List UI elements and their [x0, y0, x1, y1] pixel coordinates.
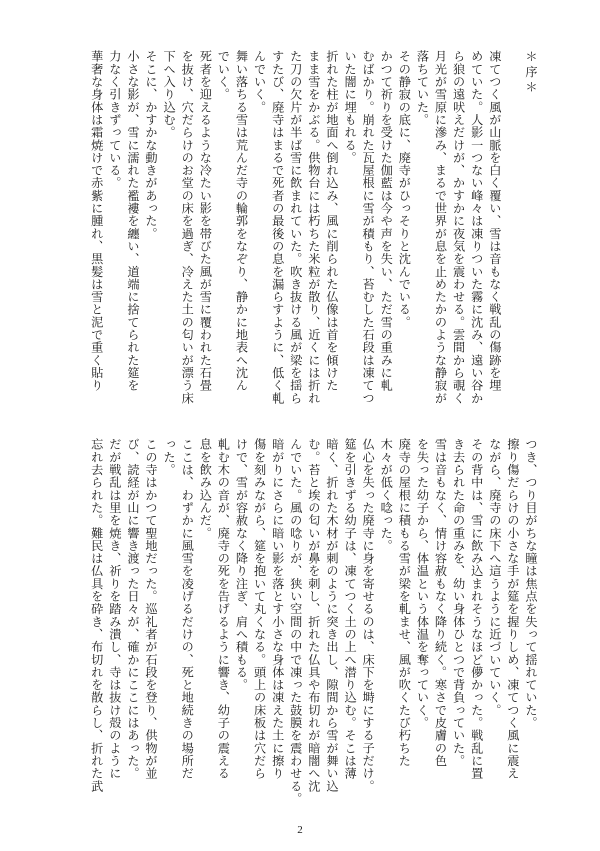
text-line: 筵を引きずる幼子は、凍てつく土の上へ潜り込む。そこは薄	[343, 438, 358, 780]
text-line: を抜け、穴だらけのお堂の床を過ぎ、冷えた土の匂いが漂う床	[180, 50, 195, 405]
text-line: 華奢な身体は霜焼けで赤紫に腫れ、黒髪は雪と泥で重く貼り	[89, 50, 104, 392]
text-line: 暗く、折れた木材が刺のように突き出し、隙間から雪が舞い込	[324, 438, 339, 793]
text-line: 木々が低く唸った。	[379, 438, 394, 552]
text-line: んでいく。	[252, 50, 267, 114]
text-line: 舞い落ちる雪は荒んだ寺の輪郭をなぞり、静かに地表へ沈ん	[234, 50, 249, 392]
text-line: ら狼の遠吠えだけが、かすかに夜気を震わせる。雲間から覗く	[451, 50, 466, 405]
chapter-title: ＊序＊	[524, 50, 538, 96]
text-line: った。	[162, 438, 177, 476]
text-line: ここは、わずかに風雪を凌げるだけの、死と地続きの場所だ	[180, 438, 195, 780]
text-line: その背中は、雪に飲み込まれそうなほど儚かった。戦乱に置	[469, 438, 484, 780]
lower-text-block	[70, 438, 540, 823]
text-line: だが戦乱は里を焼き、祈りを踏み潰し、寺は抜け殻のように	[107, 438, 122, 780]
text-line: めていた。人影一つない峰々は凍りついた霧に沈み、遠い谷か	[469, 50, 484, 405]
text-line: すたび、廃寺はまるで死者の最後の息を漏らすように、低く軋	[270, 50, 285, 405]
text-line: 小さな影が、雪に濡れた襤褸を纏い、道端に捨てられた筵を	[125, 50, 140, 392]
text-line: 凍てつく風が山脈を白く覆い、雪は音もなく戦乱の傷跡を埋	[487, 50, 502, 392]
text-line: けで、雪が容赦なく降り注ぎ、肩へ積もる。	[234, 438, 249, 691]
text-line: その静寂の底に、廃寺がひっそりと沈んでいる。	[397, 50, 412, 329]
text-line: む。苔と埃の匂いが鼻を刺し、折れた仏具や布切れが暗闇へ沈	[306, 438, 321, 793]
text-line: 仏心を失った廃寺に身を寄せるのは、床下を塒にする子だけ。	[361, 438, 376, 793]
text-line: 廃寺の屋根に積もる雪が梁を軋ませ、風が吹くたび朽ちた	[397, 438, 412, 767]
text-line: 落ちていた。	[415, 50, 430, 126]
text-line: 力なく引きずっている。	[107, 50, 122, 190]
blank-column	[504, 50, 522, 422]
text-line: 軋む木の音が、廃寺の死を告げるように響き、幼子の震える	[216, 438, 231, 780]
text-line: 死者を迎えるような冷たい影を帯びた風が雪に覆われた石畳	[198, 50, 213, 392]
text-line: た刀の欠片が半ば雪に飲まれていた。吹き抜ける風が梁を揺ら	[288, 50, 303, 405]
text-line: 下へ入り込む。	[162, 50, 177, 139]
text-line: そこに、かすかな動きがあった。	[144, 50, 159, 240]
text-line: この寺はかつて聖地だった。巡礼者が石段を登り、供物が並	[144, 438, 159, 780]
text-line: 月光が雪原に滲み、まるで世界が息を止めたかのような静寂が	[433, 50, 448, 405]
text-line: かつて祈りを受けた伽藍は今や声を失い、ただ雪の重みに軋	[379, 50, 394, 392]
text-line: でいく。	[216, 50, 231, 101]
text-line: ながら、廃寺の床下へ這うように近づいていく。	[487, 438, 502, 717]
text-line: 息を飲み込んだ。	[198, 438, 213, 540]
text-line: 暗がりにさらに暗い影を落とす小さな身体は凍えた土に擦り	[270, 438, 285, 780]
text-line: び、読経が山に響き渡った日々が、確かにここにはあった。	[125, 438, 140, 780]
text-line: まま雪をかぶる。供物台には朽ちた米粒が散り、近くには折れ	[306, 50, 321, 405]
text-line: いた闇に埋もれる。	[343, 50, 358, 164]
text-line: を失った幼子から、体温という体温を奪っていく。	[415, 438, 430, 729]
text-line: 忘れ去られた。難民は仏具を砕き、布切れを散らし、折れた武	[89, 438, 104, 793]
upper-text-block	[70, 50, 540, 422]
text-line: 傷を刻みながら、筵を抱いて丸くなる。頭上の床板は穴だら	[252, 438, 267, 780]
text-line: き去られた命の重みを、幼い身体ひとつで背負っていた。	[451, 438, 466, 767]
text-line: つき、つり目がちな瞳は焦点を失って揺れていた。	[524, 438, 538, 729]
text-line: むばかり。崩れた瓦屋根に雪が積もり、苔むした石段は凍てつ	[361, 50, 376, 405]
text-line: んでいた。風の唸りが、狭い空間の中で凍った鼓膜を震わせる。	[288, 438, 303, 805]
text-line: 雪は音もなく、情け容赦もなく降り続く。寒さで皮膚の色	[433, 438, 448, 767]
text-line: 擦り傷だらけの小さな手が筵を握りしめ、凍てつく風に震え	[505, 438, 520, 780]
text-line: 折れた柱が地面へ倒れ込み、風に削られた仏像は首を傾けた	[324, 50, 339, 392]
page-number: 2	[297, 824, 303, 836]
